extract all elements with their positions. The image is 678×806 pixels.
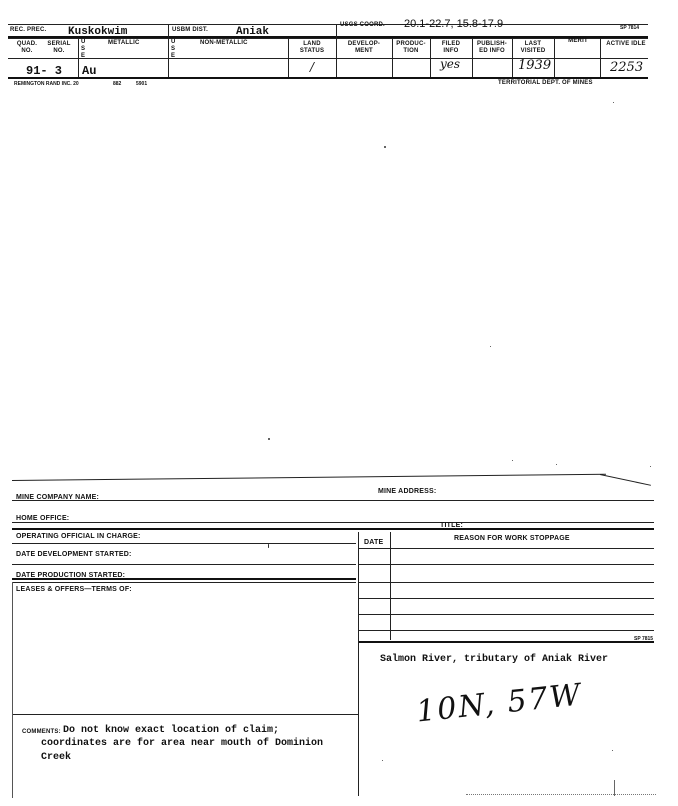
speck: [613, 102, 614, 103]
col-last-visited: LAST VISITED: [520, 41, 546, 54]
speck: [268, 438, 270, 440]
rule: [600, 38, 601, 77]
rule: [12, 714, 358, 715]
rec-prec-value: Kuskokwim: [68, 26, 128, 38]
rule: [390, 532, 391, 640]
reason-header: REASON FOR WORK STOPPAGE: [454, 535, 570, 542]
col-development: DEVELOP-MENT: [347, 41, 381, 54]
col-use-metallic: U S E: [81, 39, 86, 59]
mine-address-label: MINE ADDRESS:: [378, 488, 437, 495]
col-published-info: PUBLISH-ED INFO: [477, 41, 507, 54]
rule: [600, 474, 651, 486]
rule: [358, 598, 654, 599]
territorial-label: TERRITORIAL DEPT. OF MINES: [498, 80, 593, 86]
col-metallic: METALLIC: [108, 40, 140, 46]
rule: [358, 614, 654, 615]
mine-company-label: MINE COMPANY NAME:: [16, 494, 100, 501]
rule: [336, 24, 337, 77]
scan-noise: [466, 794, 656, 795]
rule: [8, 77, 648, 79]
title-label: TITLE:: [440, 522, 463, 529]
row-last-visited: 1939: [518, 58, 552, 73]
col-merit: MERIT: [568, 38, 588, 44]
date-production-label: DATE PRODUCTION STARTED:: [16, 572, 126, 579]
rule: [8, 24, 648, 25]
form-number-2: SP 7815: [634, 636, 654, 642]
rule: [358, 641, 654, 643]
col-quad-no: QUAD. NO.: [16, 41, 38, 54]
operating-official-label: OPERATING OFFICIAL IN CHARGE:: [16, 533, 141, 540]
rule: [12, 564, 356, 565]
rule: [78, 38, 79, 77]
row-metallic: Au: [82, 64, 97, 78]
rule: [430, 38, 431, 77]
rule: [12, 500, 654, 501]
rule: [512, 38, 513, 77]
row-land-status: /: [310, 60, 315, 74]
speck: [384, 146, 386, 148]
rule: [12, 522, 654, 523]
comments-line1: Do not know exact location of claim;: [63, 725, 280, 736]
scan-noise: [614, 780, 615, 796]
col-serial-no: SERIAL NO.: [47, 41, 71, 54]
col-active-idle: ACTIVE IDLE: [606, 41, 646, 47]
row-filed-info: yes: [440, 57, 461, 71]
col-nonmetallic: NON-METALLIC: [200, 40, 248, 46]
col-filed-info: FILED INFO: [441, 41, 461, 54]
usgs-coord-value: 20.1-22.7, 15.8-17.9: [404, 18, 504, 30]
rule: [168, 24, 169, 77]
rule: [554, 38, 555, 77]
rule: [288, 38, 289, 77]
col-use-nonmetallic: U S E: [171, 39, 176, 59]
col-land-status: LAND STATUS: [299, 41, 325, 54]
speck: [268, 544, 269, 548]
rule: [392, 38, 393, 77]
printer-code2: 5901: [136, 81, 148, 87]
row-active-idle: 2253: [610, 60, 644, 75]
printer-note: REMINGTON RAND INC. 20: [14, 81, 79, 87]
speck: [512, 460, 513, 461]
rule: [358, 630, 654, 631]
speck: [490, 346, 491, 347]
rule: [8, 38, 648, 39]
usbm-dist-value: Aniak: [236, 26, 270, 38]
speck: [650, 466, 651, 467]
rule: [8, 58, 648, 59]
date-development-label: DATE DEVELOPMENT STARTED:: [16, 551, 132, 558]
comments-label: COMMENTS:: [22, 729, 61, 735]
rule: [358, 564, 654, 565]
speck: [556, 464, 557, 465]
comments-line3: Creek: [41, 752, 72, 763]
handwritten-coords: 10N, 57W: [414, 677, 584, 730]
usgs-coord-label: USGS COORD.: [340, 22, 385, 28]
usbm-dist-label: USBM DIST.: [172, 27, 209, 33]
location-note: Salmon River, tributary of Aniak River: [380, 654, 609, 665]
rule: [358, 582, 654, 583]
rule: [472, 38, 473, 77]
row-quad-serial: 91- 3: [26, 64, 63, 78]
speck: [382, 760, 383, 761]
rule: [358, 548, 654, 549]
rec-prec-label: REC. PREC.: [10, 27, 47, 33]
form-number: SP 7814: [620, 25, 640, 31]
rule: [12, 582, 356, 583]
rule: [358, 532, 359, 796]
rule: [12, 474, 606, 481]
leases-label: LEASES & OFFERS—TERMS OF:: [16, 586, 132, 593]
date-header: DATE: [364, 539, 384, 546]
home-office-label: HOME OFFICE:: [16, 515, 70, 522]
rule: [12, 528, 654, 530]
rule: [12, 543, 356, 544]
printer-code1: 882: [113, 81, 122, 87]
speck: [612, 750, 613, 751]
comments-line2: coordinates are for area near mouth of Dominion: [41, 738, 324, 749]
rule: [12, 582, 13, 798]
col-production: PRODUC-TION: [396, 41, 426, 54]
